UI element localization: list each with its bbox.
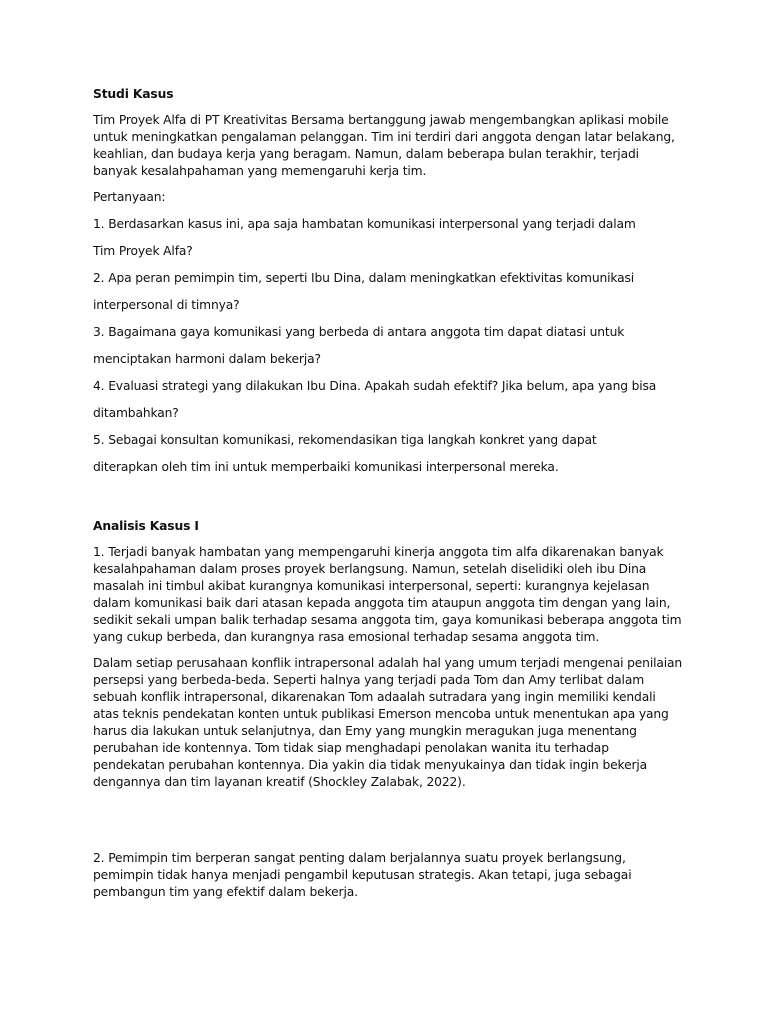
question-line: 5. Sebagai konsultan komunikasi, rekomendasikan tiga langkah konkret yang dapat xyxy=(93,433,597,447)
question-line: 4. Evaluasi strategi yang dilakukan Ibu Dina. Apakah sudah efektif? Jika belum, apa yang bisa xyxy=(93,379,657,393)
question-line: menciptakan harmoni dalam bekerja? xyxy=(93,352,321,366)
question-line: ditambahkan? xyxy=(93,406,179,420)
question-line: 1. Berdasarkan kasus ini, apa saja hambatan komunikasi interpersonal yang terjadi dalam xyxy=(93,217,636,231)
question-line: 3. Bagaimana gaya komunikasi yang berbeda di antara anggota tim dapat diatasi untuk xyxy=(93,325,625,339)
question-line: 2. Apa peran pemimpin tim, seperti Ibu Dina, dalam meningkatkan efektivitas komunikasi xyxy=(93,271,635,285)
spacer xyxy=(93,486,683,518)
questions-label: Pertanyaan: xyxy=(93,190,166,204)
section-title-studi-kasus: Studi Kasus xyxy=(93,87,174,101)
analysis-paragraph-3: 2. Pemimpin tim berperan sangat penting dalam berjalannya suatu proyek berlangsung, pemimpin tidak hanya menjadi pengambil keputusan strategis. Akan tetapi, juga sebagai pembangun tim yang efektif dalam bekerja. xyxy=(93,851,632,899)
question-line: Tim Proyek Alfa? xyxy=(93,244,193,258)
question-line: interpersonal di timnya? xyxy=(93,298,240,312)
spacer xyxy=(93,800,683,850)
question-line: diterapkan oleh tim ini untuk memperbaiki komunikasi interpersonal mereka. xyxy=(93,460,559,474)
case-intro-paragraph: Tim Proyek Alfa di PT Kreativitas Bersama bertanggung jawab mengembangkan aplikasi mobile untuk meningkatkan pengalaman pelanggan. Tim ini terdiri dari anggota dengan latar belakang, keahlian, dan budaya kerja yang beragam. Namun, dalam beberapa bulan terakhir, terjadi banyak kesalahpahaman yang memengaruhi kerja tim. xyxy=(93,113,675,178)
analysis-paragraph-2: Dalam setiap perusahaan konflik intrapersonal adalah hal yang umum terjadi mengenai penilaian persepsi yang berbeda-beda. Seperti halnya yang terjadi pada Tom dan Amy terlibat dalam sebuah konflik intrapersonal, dikarenakan Tom adaalah sutradara yang ingin memiliki kendali atas teknis pendekatan konten untuk publikasi Emerson mencoba untuk menentukan apa yang harus dia lakukan untuk selanjutnya, dan Emy yang mungkin meragukan juga menentang perubahan ide kontennya. Tom tidak siap menghadapi penolakan wanita itu terhadap pendekatan perubahan kontennya. Dia yakin dia tidak menyukainya dan tidak ingin bekerja dengannya dan tim layanan kreatif (Shockley Zalabak, 2022). xyxy=(93,656,683,789)
document-body xyxy=(93,86,683,910)
analysis-paragraph-1: 1. Terjadi banyak hambatan yang mempengaruhi kinerja anggota tim alfa dikarenakan banyak kesalahpahaman dalam proses proyek berlangsung. Namun, setelah diselidiki oleh ibu Dina masalah ini timbul akibat kurangnya komunikasi interpersonal, seperti: kurangnya kejelasan dalam komunikasi baik dari atasan kepada anggota tim ataupun anggota tim dengan yang lain, sedikit sekali umpan balik terhadap sesama anggota tim, gaya komunikasi beberapa anggota tim yang cukup berbeda, dan kurangnya rasa emosional terhadap sesama anggota tim. xyxy=(93,545,682,644)
section-title-analisis-kasus: Analisis Kasus I xyxy=(93,519,199,533)
